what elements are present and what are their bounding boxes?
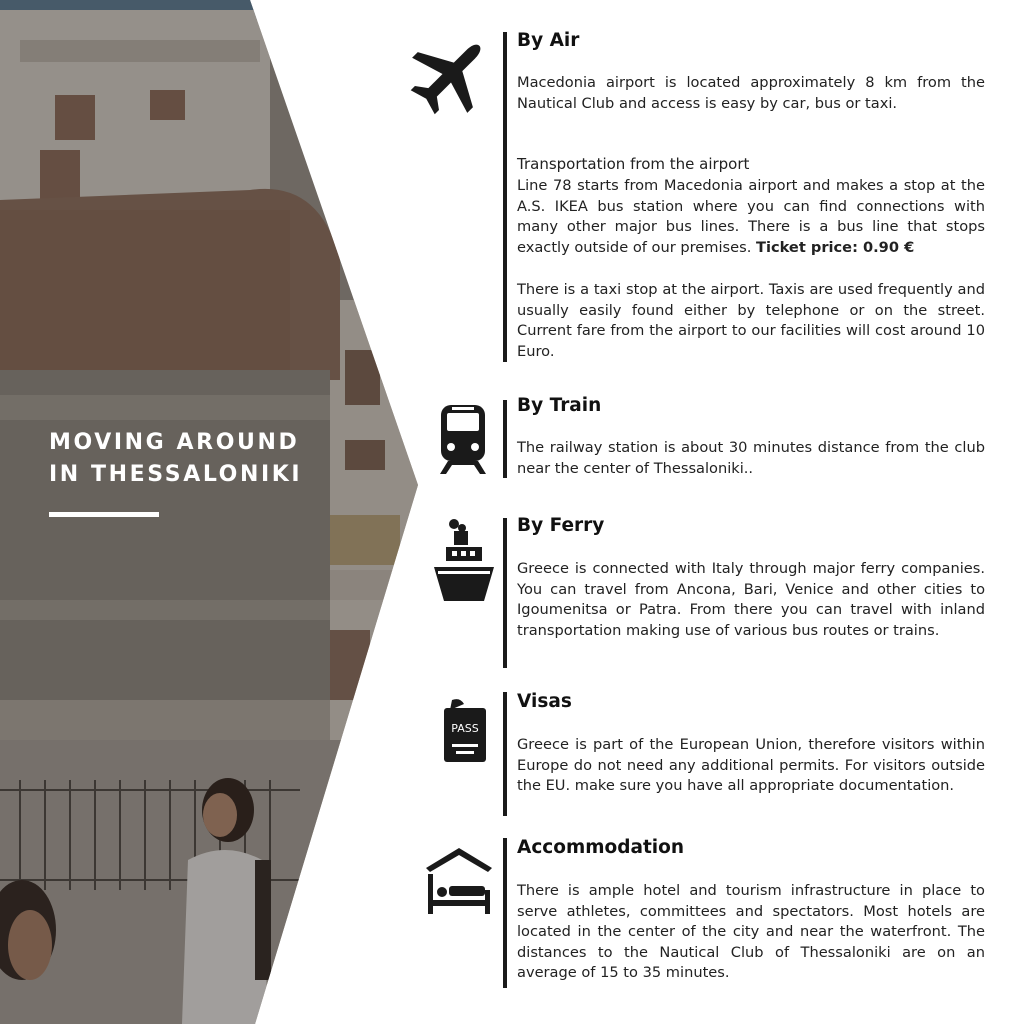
title-underline [49,512,159,517]
section-divider-ferry [503,518,507,668]
accommodation-paragraph: There is ample hotel and tourism infrastructure in place to serve athletes, committees and spectators. Most hotels are located in the center of the city and near the waterfront. The distances to the Nautical Club of Thessaloniki are on an average of 15 to 35 minutes. [517,882,985,982]
ferry-paragraph: Greece is connected with Italy through major ferry companies. You can travel from Ancona, Bari, Venice and other cities to Igoumenitsa or Patra. From there you can travel with inland transportation making use of various bus routes or trains. [517,560,985,639]
page-title-line-2: IN THESSALONIKI [49,462,303,487]
visas-paragraph: Greece is part of the European Union, therefore visitors within Europe do not need any additional permits. For visitors outside the EU. make sure you have all appropriate documentation. [517,736,985,795]
air-paragraph-1: Macedonia airport is located approximately 8 km from the Nautical Club and access is easy by car, bus or taxi. [517,74,985,112]
heading-by-ferry: By Ferry [517,515,605,536]
section-divider-air [503,32,507,362]
air-paragraph-3: There is a taxi stop at the airport. Taxis are used frequently and usually easily found either by telephone or on the street. Current fare from the airport to our facilities will cost around 10 Euro. [517,281,985,360]
ship-icon [432,517,496,607]
hotel-bed-icon [424,846,494,920]
train-paragraph: The railway station is about 30 minutes distance from the club near the center of Thessaloniki.. [517,439,985,477]
train-icon [438,403,488,479]
section-divider-train [503,400,507,478]
passport-icon-text: PASS [451,722,479,735]
ticket-price: Ticket price: 0.90 € [756,238,915,256]
passport-icon [442,698,488,768]
heading-by-air: By Air [517,30,580,51]
heading-by-train: By Train [517,395,602,416]
heading-accommodation: Accommodation [517,837,685,858]
section-divider-visas [503,692,507,816]
air-subheading: Transportation from the airport [517,155,750,173]
air-paragraph-2-text: Line 78 starts from Macedonia airport and makes a stop at the A.S. IKEA bus station where you can find connections with many other major bus lines. There is a bus line that stops exactly outside of our premises. [517,177,985,256]
page-title [49,427,302,491]
airplane-icon [408,32,494,120]
heading-visas: Visas [517,691,572,712]
section-divider-accommodation [503,838,507,988]
page-title-line-1: MOVING AROUND [49,430,300,455]
air-paragraph-2 [517,176,985,258]
